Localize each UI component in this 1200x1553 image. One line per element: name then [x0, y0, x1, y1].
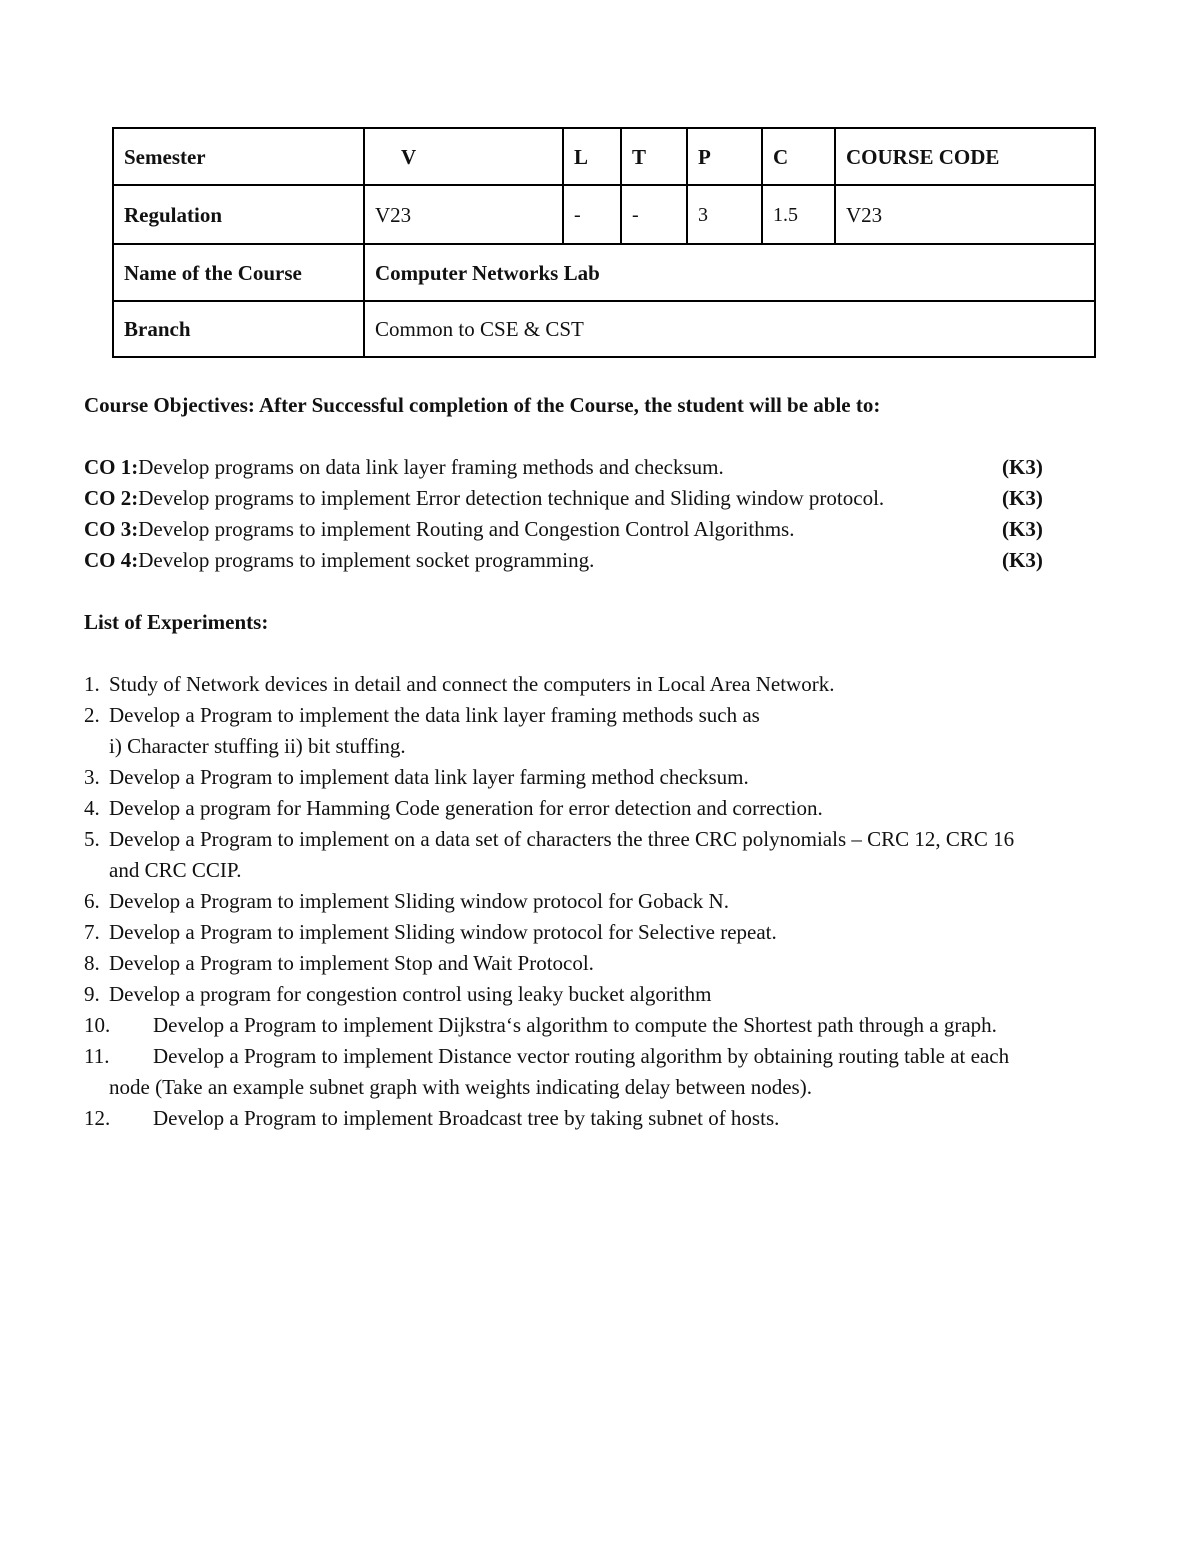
experiment-item-6 — [84, 886, 1144, 917]
experiment-number: 4. — [84, 796, 100, 820]
course-name-value: Computer Networks Lab — [364, 244, 1095, 301]
course-info-table — [112, 127, 1096, 358]
experiment-number: 8. — [84, 951, 100, 975]
experiment-text: Develop a Program to implement Broadcast tree by taking subnet of hosts. — [153, 1106, 780, 1130]
co-label: CO 1: — [84, 455, 139, 479]
experiment-number: 2. — [84, 703, 100, 727]
co-label: CO 2: — [84, 486, 139, 510]
regulation-value: V23 — [364, 185, 563, 244]
branch-value: Common to CSE & CST — [364, 301, 1095, 357]
practical-header: P — [687, 128, 762, 185]
experiment-text-continued: node (Take an example subnet graph with weights indicating delay between nodes). — [109, 1075, 812, 1099]
experiment-number: 5. — [84, 827, 100, 851]
experiment-text: Develop a Program to implement data link layer farming method checksum. — [109, 765, 749, 789]
experiment-text: Develop a Program to implement Stop and Wait Protocol. — [109, 951, 594, 975]
experiment-item-5 — [84, 824, 1144, 886]
table-row-course-name — [113, 244, 1095, 301]
course-code-value: V23 — [835, 185, 1095, 244]
co-knowledge-level: (K3) — [1002, 517, 1043, 541]
table-row-branch — [113, 301, 1095, 357]
experiment-text: Develop a Program to implement Dijkstra‘s algorithm to compute the Shortest path through a graph. — [153, 1013, 997, 1037]
experiment-item-4 — [84, 793, 1144, 824]
course-objectives-list — [84, 452, 1064, 576]
regulation-label: Regulation — [113, 185, 364, 244]
co-label: CO 3: — [84, 517, 139, 541]
experiment-number: 9. — [84, 982, 100, 1006]
experiment-item-8 — [84, 948, 1144, 979]
table-row-semester — [113, 128, 1095, 185]
co-knowledge-level: (K3) — [1002, 486, 1043, 510]
experiment-text: Develop a Program to implement the data link layer framing methods such as — [109, 703, 760, 727]
experiment-text: Study of Network devices in detail and connect the computers in Local Area Network. — [109, 672, 835, 696]
credits-header: C — [762, 128, 835, 185]
experiment-text-continued: i) Character stuffing ii) bit stuffing. — [109, 734, 406, 758]
experiment-text-continued: and CRC CCIP. — [109, 858, 242, 882]
experiment-number: 7. — [84, 920, 100, 944]
experiment-text: Develop a program for Hamming Code generation for error detection and correction. — [109, 796, 823, 820]
experiment-text: Develop a Program to implement Distance vector routing algorithm by obtaining routing table at each — [153, 1044, 1010, 1068]
course-objective-3 — [84, 514, 1064, 545]
co-text: Develop programs to implement socket programming. — [138, 548, 595, 572]
course-objective-4 — [84, 545, 1064, 576]
experiment-item-11 — [84, 1041, 1144, 1103]
experiment-text: Develop a Program to implement on a data set of characters the three CRC polynomials – CRC 12, CRC 16 — [109, 827, 1015, 851]
lecture-value: - — [563, 185, 621, 244]
experiment-item-2 — [84, 700, 1144, 762]
objectives-heading: Course Objectives: After Successful completion of the Course, the student will be able to: — [84, 393, 881, 417]
semester-label: Semester — [113, 128, 364, 185]
experiment-number: 3. — [84, 765, 100, 789]
course-objective-1 — [84, 452, 1064, 483]
credits-value: 1.5 — [762, 185, 835, 244]
experiment-number: 6. — [84, 889, 100, 913]
course-name-label: Name of the Course — [113, 244, 364, 301]
practical-value: 3 — [687, 185, 762, 244]
experiment-number: 1. — [84, 672, 100, 696]
experiment-text: Develop a Program to implement Sliding window protocol for Selective repeat. — [109, 920, 777, 944]
experiments-list — [84, 669, 1144, 1134]
course-objective-2 — [84, 483, 1064, 514]
experiment-text: Develop a program for congestion control using leaky bucket algorithm — [109, 982, 712, 1006]
experiment-item-7 — [84, 917, 1144, 948]
experiment-number: 11. — [84, 1044, 110, 1068]
experiment-item-3 — [84, 762, 1144, 793]
branch-label: Branch — [113, 301, 364, 357]
tutorial-header: T — [621, 128, 687, 185]
experiment-item-9 — [84, 979, 1144, 1010]
tutorial-value: - — [621, 185, 687, 244]
co-text: Develop programs to implement Error detection technique and Sliding window protocol. — [138, 486, 885, 510]
experiment-text: Develop a Program to implement Sliding window protocol for Goback N. — [109, 889, 729, 913]
co-label: CO 4: — [84, 548, 139, 572]
co-knowledge-level: (K3) — [1002, 455, 1043, 479]
co-text: Develop programs on data link layer framing methods and checksum. — [138, 455, 724, 479]
experiment-item-10 — [84, 1010, 1144, 1041]
co-text: Develop programs to implement Routing and Congestion Control Algorithms. — [138, 517, 795, 541]
experiment-item-1 — [84, 669, 1144, 700]
course-code-header: COURSE CODE — [835, 128, 1095, 185]
lecture-header: L — [563, 128, 621, 185]
table-row-regulation — [113, 185, 1095, 244]
experiment-item-12 — [84, 1103, 1144, 1134]
co-knowledge-level: (K3) — [1002, 548, 1043, 572]
experiment-number: 12. — [84, 1106, 111, 1130]
experiment-number: 10. — [84, 1013, 111, 1037]
experiments-heading: List of Experiments: — [84, 610, 269, 634]
semester-value: V — [364, 128, 563, 185]
